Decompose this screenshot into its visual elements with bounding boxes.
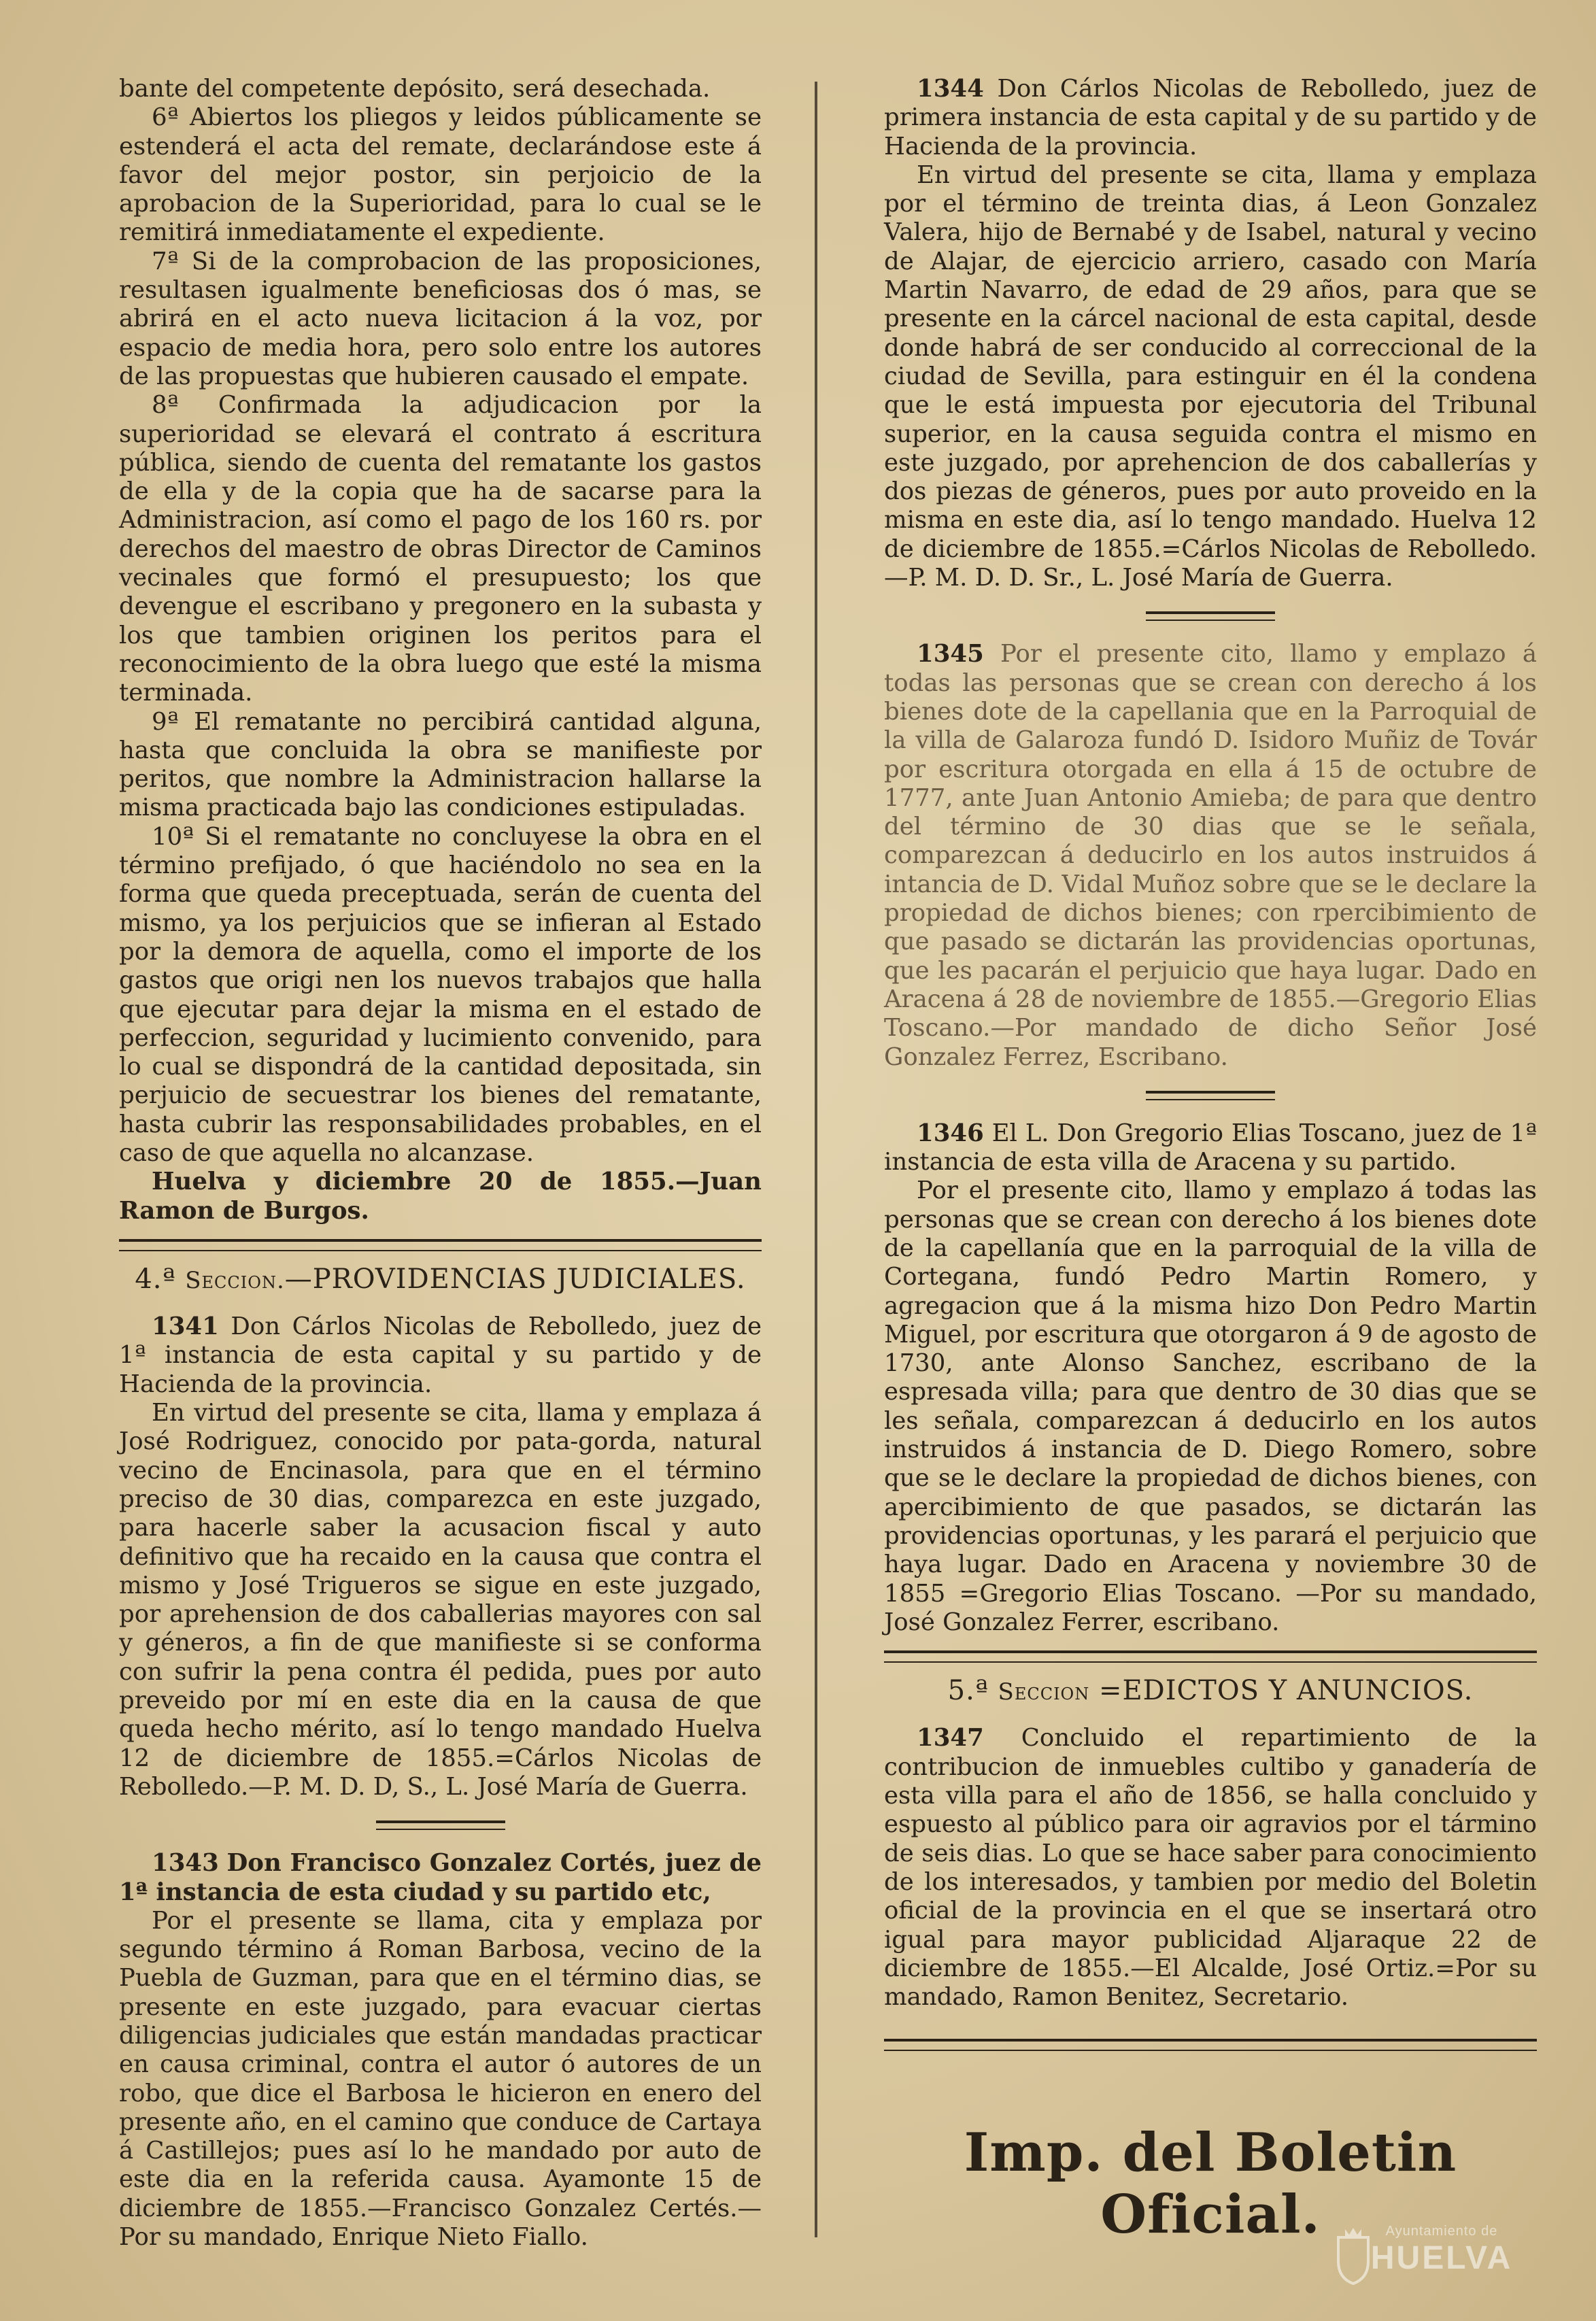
short-rule bbox=[1146, 1091, 1275, 1100]
entry-1343 bbox=[119, 1849, 762, 2252]
entry-body: Por el presente se llama, cita y emplaza por segundo término á Roman Barbosa, vecino de la Puebla de Guzman, para que en el término dias, se presente en este juzgado, para evacuar ciertas diligencias judiciales que están mandadas practicar en causa criminal, contra el autor ó autores de un robo, que dice el Barbosa le hicieron en enero del presente año, en el camino que conduce de Cartaya á Castillejos; pues así lo he mandado por auto de este dia en la referida causa. Ayamonte 15 de diciembre de 1855.—Francisco Gonzalez Certés.—Por su mandado, Enrique Nieto Fiallo. bbox=[119, 1906, 762, 2252]
entry-body: Por el presente cito, llamo y emplazo á todas las personas que se crean con derecho á los bienes dote de la capellania que en la Parroquial de la villa de Galaroza fundó D. Isidoro Muñiz de Továr por escritura otorgada en ella á 15 de octubre de 1777, ante Juan Antonio Amieba; de para que dentro del término de 30 dias que se le señala, comparezcan á deducirlo en los autos instruidos á intancia de D. Vidal Muñoz sobre que se le declare la propiedad de dichos bienes; con rpercibimiento de que pasado se dictarán las providencias oportunas, que les pacarán el perjuicio que haya lugar. Dado en Aracena á 28 de noviembre de 1855.—Gregorio Elias Toscano.—Por mandado de dicho Señor José Gonzalez Ferrez, Escribano. bbox=[884, 640, 1537, 1071]
watermark bbox=[1333, 2224, 1550, 2277]
short-rule bbox=[1146, 611, 1275, 621]
entry-number: 1346 bbox=[917, 1119, 984, 1147]
short-rule bbox=[376, 1820, 505, 1830]
entry-1347 bbox=[884, 1724, 1537, 2012]
section-title: =EDICTOS Y ANUNCIOS. bbox=[1098, 1675, 1474, 1707]
paragraph-condition-10: 10ª Si el rematante no concluyese la obra en el término prefijado, ó que haciéndolo no sea en la forma que queda preceptuada, serán de cuenta del mismo, ya los perjuicios que se infieran al Estado por la demora de aquella, como el importe de los gastos que origi nen los nuevos trabajos que halla que ejecutar para dejar la misma en el estado de perfeccion, seguridad y lucimiento convenido, para lo cual se dispondrá de la cantidad depositada, sin perjuicio de secuestrar los bienes del rematante, hasta cubrir las responsabilidades probables, en el caso de que aquella no alcanzase. bbox=[119, 822, 762, 1167]
entry-body: En virtud del presente se cita, llama y emplaza á José Rodriguez, conocido por pata-gorda, natural vecino de Encinasola, para que en el término preciso de 30 dias, comparezca en este juzgado, para hacerle saber la acusacion fiscal y auto definitivo que ha recaido en la causa que contra el mismo y José Trigueros se sigue en este juzgado, por aprehension de dos caballerias mayores con sal y géneros, a fin de que manifieste si se conforma con sufrir la pena contra él pedida, pues por auto preveido por mí en este dia en la causa de que queda hecho mérito, así lo tengo mandado Huelva 12 de diciembre de 1855.=Cárlos Nicolas de Rebolledo.—P. M. D. D, S., L. José María de Guerra. bbox=[119, 1399, 762, 1801]
section-number: 4.ª bbox=[135, 1263, 176, 1295]
imprint: Imp. del Boletin Oficial. bbox=[964, 2122, 1457, 2246]
entry-body: En virtud del presente se cita, llama y emplaza por el término de treinta dias, á Leon Gonzalez Valera, hijo de Bernabé y de Isabel, natural y vecino de Alajar, de ejercicio arriero, casado con María Martin Navarro, de edad de 29 años, para que se presente en la cárcel nacional de esta capital, desde donde habrá de ser conducido al correccional de la ciudad de Sevilla, para estinguir en él la condena que le está impuesta por ejecutoria del Tribunal superior, en la causa seguida contra el mismo en este juzgado, por aprehencion de dos caballerías y dos piezas de géneros, pues por auto proveido en la misma en este dia, así lo tengo mandado. Huelva 12 de diciembre de 1855.=Cárlos Nicolas de Rebolledo.—P. M. D. D. Sr., L. José María de Guerra. bbox=[884, 160, 1537, 592]
paragraph-continuation: bante del competente depósito, será desechada. bbox=[119, 75, 711, 103]
left-column bbox=[119, 75, 762, 2252]
paragraph-condition-8: 8ª Confirmada la adjudicacion por la superioridad se elevará el contrato á escritura pública, siendo de cuenta del rematante los gastos de ella y de la copia que ha de sacarse para la Administracion, así como el pago de los 160 rs. por derechos del maestro de obras Director de Caminos vecinales que formó el presupuesto; los que devengue el escribano y pregonero en la subasta y los que tambien originen los peritos para el reconocimiento de la obra luego que esté la misma terminada. bbox=[119, 391, 762, 707]
entry-number: 1345 bbox=[917, 640, 984, 668]
double-rule bbox=[884, 2039, 1537, 2051]
column-divider bbox=[815, 82, 817, 2237]
entry-heading: Don Cárlos Nicolas de Rebolledo, juez de 1ª instancia de esta capital y su partido y de Hacienda de la provincia. bbox=[119, 1312, 762, 1398]
entry-1345 bbox=[884, 640, 1537, 1071]
watermark-line2: HUELVA bbox=[1370, 2240, 1513, 2276]
entry-heading: Don Cárlos Nicolas de Rebolledo, juez de primera instancia de esta capital y de su partido y de Hacienda de la provincia. bbox=[884, 75, 1537, 160]
double-rule bbox=[119, 1239, 762, 1251]
entry-heading: Don Francisco Gonzalez Cortés, juez de 1ª instancia de esta ciudad y su partido etc, bbox=[119, 1849, 762, 1906]
paragraph-condition-7: 7ª Si de la comprobacion de las proposiciones, resultasen igualmente beneficiosas dos ó mas, se abrirá en el acto nueva licitacion á la voz, por espacio de media hora, pero solo entre los autores de las propuestas que hubieren causado el empate. bbox=[119, 247, 762, 390]
paragraph-condition-9: 9ª El rematante no percibirá cantidad alguna, hasta que concluida la obra se manifieste por peritos, que nombre la Administracion hallarse la misma practicada bajo las condiciones estipuladas. bbox=[119, 707, 762, 822]
entry-1341 bbox=[119, 1312, 762, 1801]
section-number: 5.ª bbox=[947, 1675, 989, 1707]
section-4-heading bbox=[119, 1265, 762, 1295]
section-label: Seccion. bbox=[185, 1266, 285, 1294]
entry-number: 1347 bbox=[917, 1724, 984, 1752]
section-5-heading bbox=[884, 1676, 1537, 1706]
section-label: Seccion bbox=[998, 1678, 1090, 1706]
entry-number: 1344 bbox=[917, 75, 984, 103]
entry-number: 1343 bbox=[152, 1849, 219, 1878]
entry-number: 1341 bbox=[152, 1312, 219, 1341]
right-column bbox=[884, 75, 1537, 2065]
double-rule bbox=[884, 1650, 1537, 1663]
watermark-line1: Ayuntamiento de bbox=[1385, 2224, 1498, 2239]
entry-body: Por el presente cito, llamo y emplazo á todas las personas que se crean con derecho á los bienes dote de la capellanía que en la parroquial de la villa de Cortegana, fundó Pedro Martin Romero, y agregacion que á la misma hizo Don Pedro Martin Miguel, por escritura que otorgaron á 9 de agosto de 1730, ante Alonso Sanchez, escribano de la espresada villa; para que dentro de 30 dias que se les señala, comparezcan á deducirlo en los autos instruidos á instancia de D. Diego Romero, sobre que se le declare la propiedad de dichos bienes, con apercibimiento de que pasados, se dictarán las providencias oportunas, y les parará el perjuicio que haya lugar. Dado en Aracena y noviembre 30 de 1855 =Gregorio Elias Toscano. —Por su mandado, José Gonzalez Ferrer, escribano. bbox=[884, 1176, 1537, 1636]
entry-heading: El L. Don Gregorio Elias Toscano, juez de 1ª instancia de esta villa de Aracena y su partido. bbox=[884, 1119, 1537, 1176]
entry-1346 bbox=[884, 1119, 1537, 1637]
entry-body: Concluido el repartimiento de la contribucion de inmuebles cultibo y ganadería de esta villa para el año de 1856, se halla concluido y espuesto al público para oir agravios por el tármino de seis dias. Lo que se hace saber para conocimiento de los interesados, y tambien por medio del Boletin oficial de la provincia en el que se insertará otro igual para mayor publicidad Aljaraque 22 de diciembre de 1855.—El Alcalde, José Ortiz.=Por su mandado, Ramon Benitez, Secretario. bbox=[884, 1724, 1537, 2012]
section-title: —PROVIDENCIAS JUDICIALES. bbox=[284, 1263, 746, 1295]
signature-line: Huelva y diciembre 20 de 1855.—Juan Ramon de Burgos. bbox=[119, 1168, 762, 1225]
entry-1344 bbox=[884, 75, 1537, 592]
paragraph-condition-6: 6ª Abiertos los pliegos y leidos públicamente se estenderá el acta del remate, declarándose este á favor del mejor postor, sin perjoicio de la aprobacion de la Superioridad, para lo cual se le remitirá inmediatamente el expediente. bbox=[119, 103, 762, 247]
